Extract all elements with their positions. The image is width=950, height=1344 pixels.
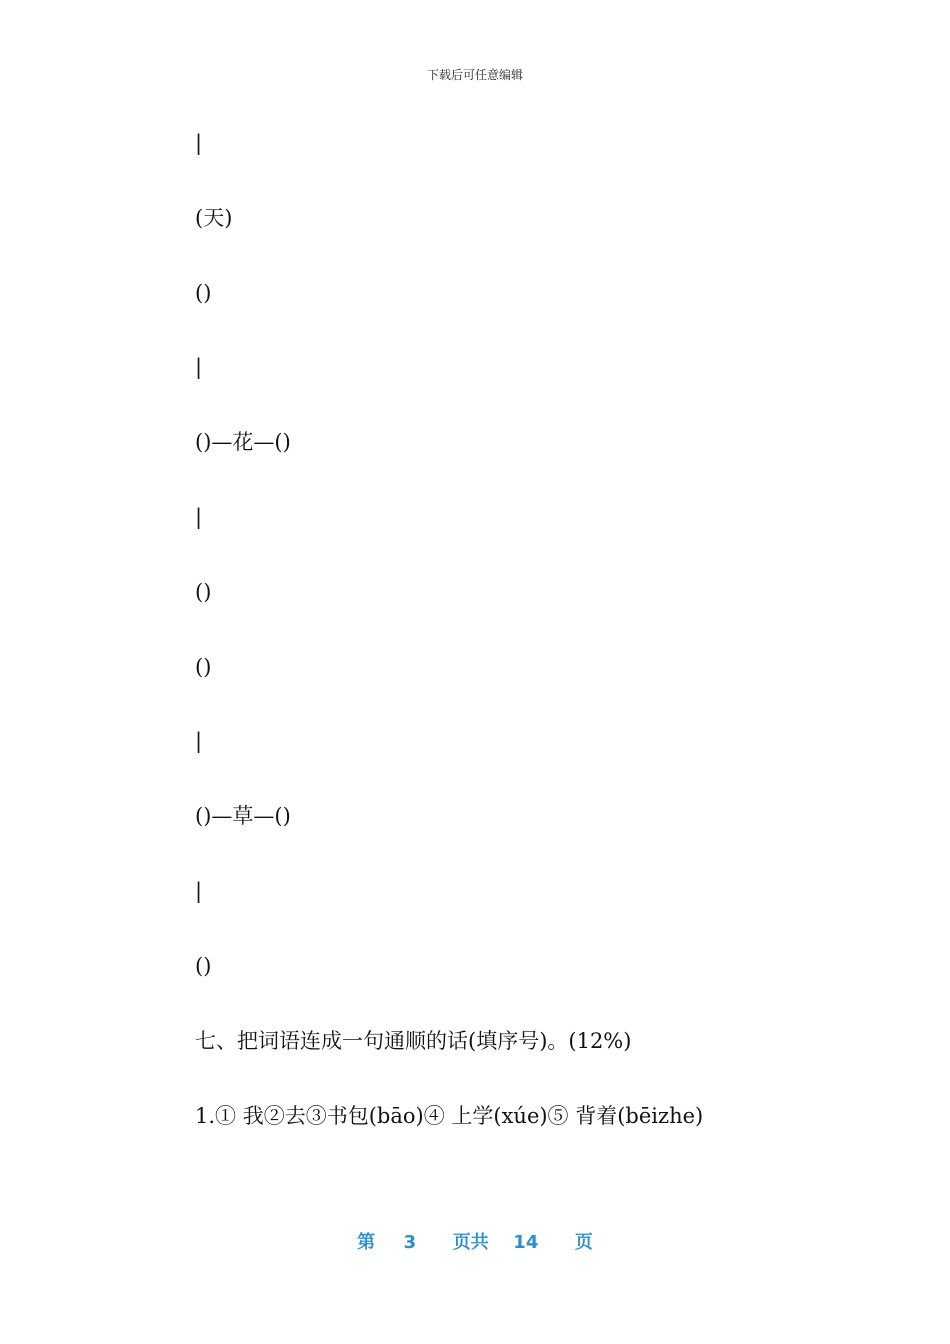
connector-line: | bbox=[195, 505, 203, 529]
footer-total-pages: 14 bbox=[513, 1232, 539, 1253]
text-line: (天) bbox=[195, 206, 233, 230]
blank-parens: () bbox=[195, 954, 212, 978]
footer-suffix: 页 bbox=[574, 1232, 593, 1253]
question-item: 1.① 我②去③书包(bāo)④ 上学(xúe)⑤ 背着(bēizhe) bbox=[195, 1104, 704, 1128]
page-header: 下载后可任意编辑 bbox=[426, 68, 523, 82]
footer-middle: 页共 bbox=[452, 1232, 489, 1253]
connector-line: | bbox=[195, 355, 203, 379]
grass-row: ()—草—() bbox=[195, 804, 291, 828]
blank-parens: () bbox=[195, 580, 212, 604]
connector-line: | bbox=[195, 131, 203, 155]
connector-line: | bbox=[195, 879, 203, 903]
blank-parens: () bbox=[195, 655, 212, 679]
flower-row: ()—花—() bbox=[195, 430, 291, 454]
footer-page-number: 3 bbox=[403, 1232, 417, 1253]
footer-prefix: 第 bbox=[357, 1232, 376, 1253]
connector-line: | bbox=[195, 729, 203, 753]
section-heading: 七、把词语连成一句通顺的话(填序号)。(12%) bbox=[195, 1029, 632, 1053]
blank-parens: () bbox=[195, 281, 212, 305]
page-footer bbox=[0, 1228, 950, 1254]
